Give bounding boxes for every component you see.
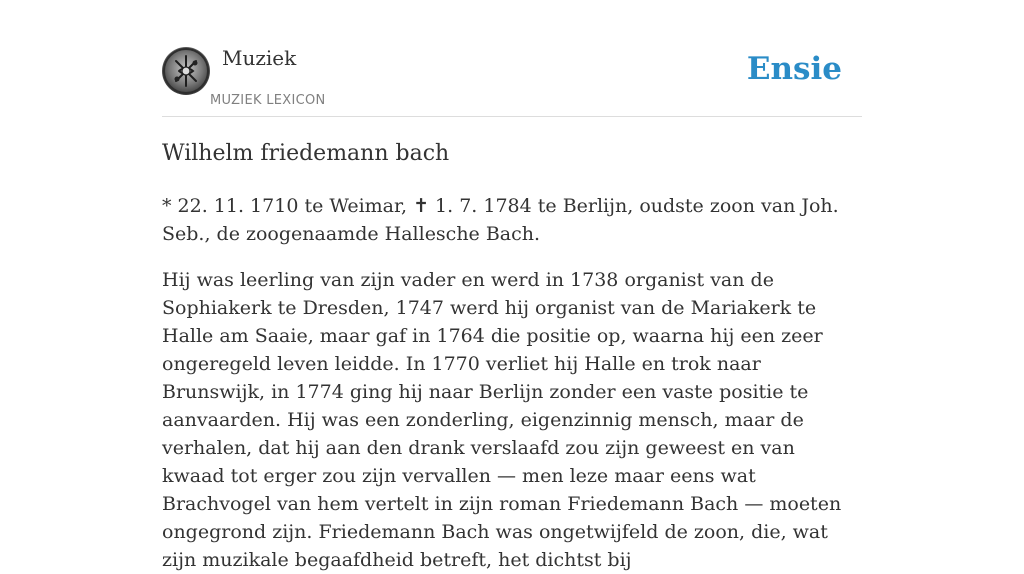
article-paragraph: * 22. 11. 1710 te Weimar, ✝ 1. 7. 1784 te Berlijn, oudste zoon van Joh. Seb., de zoogenaamde Hallesche Bach. [162, 195, 839, 245]
article-paragraph: Hij was leerling van zijn vader en werd in 1738 organist van de Sophiakerk te Dresden, 1747 werd hij organist van de Mariakerk te Halle am Saaie, maar gaf in 1764 die positie op, waarna hij een zeer ongeregeld leven leidde. In 1770 verliet hij Halle en trok naar Brunswijk, in 1774 ging hij naar Berlijn zonder een vaste positie te aanvaarden. Hij was een zonderling, eigenzinnig mensch, maar de verhalen, dat hij aan den drank verslaafd zou zijn geweest en van kwaad tot erger zou zijn vervallen — men leze maar eens wat Brachvogel van hem vertelt in zijn roman Friedemann Bach — moeten ongegrond zijn. Friedemann Bach was ongetwijfeld de zoon, die, wat zijn muzikale begaafdheid betreft, het dichtst bij [162, 269, 842, 571]
article-title: Wilhelm friedemann bach [162, 141, 450, 166]
site-subtitle: MUZIEK LEXICON [210, 93, 326, 108]
article [162, 134, 862, 574]
category-avatar-icon[interactable] [162, 47, 210, 95]
brand-logo[interactable]: Ensie [746, 51, 842, 87]
site-header [162, 0, 862, 117]
site-name[interactable]: Muziek [222, 46, 297, 70]
